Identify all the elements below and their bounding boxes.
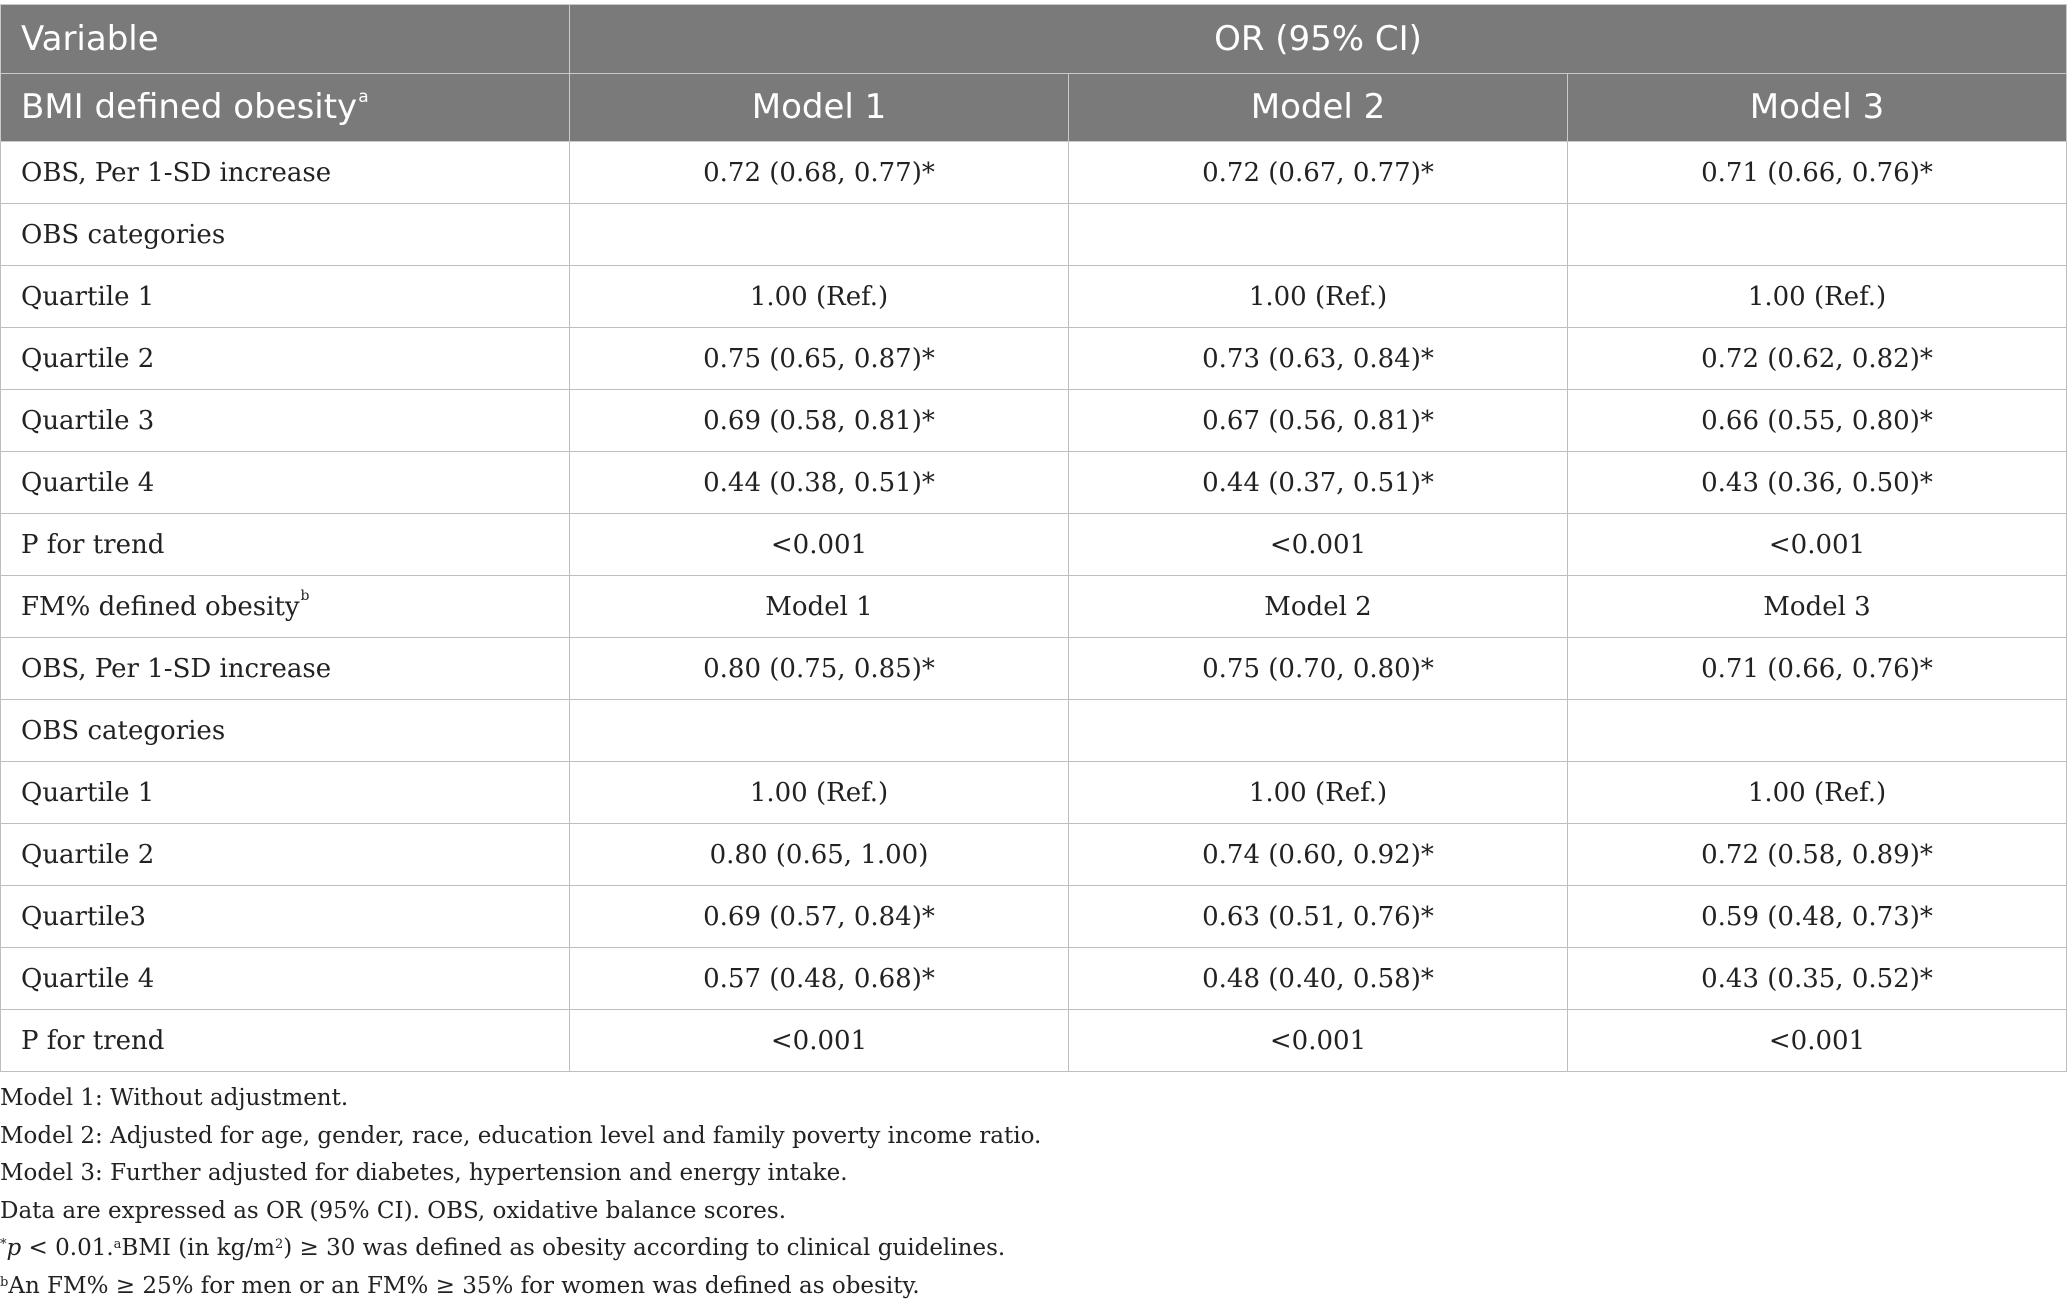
header-or-ci: OR (95% CI) (570, 5, 2067, 74)
model-3-cell: 1.00 (Ref.) (1568, 266, 2067, 328)
model-3-cell: 0.71 (0.66, 0.76)* (1568, 638, 2067, 700)
row-label (1, 824, 570, 886)
model-1-cell: <0.001 (570, 1010, 1069, 1072)
model-1-cell: 1.00 (Ref.) (570, 762, 1069, 824)
model-2-cell: <0.001 (1069, 1010, 1568, 1072)
table-row (1, 762, 2067, 824)
table-row (1, 824, 2067, 886)
footnote-significance (0, 1230, 2067, 1268)
header-bmi-obesity (1, 74, 570, 142)
row-label (1, 762, 570, 824)
table-row (1, 514, 2067, 576)
footnote-star: * (0, 1237, 7, 1252)
model-1-cell: 0.80 (0.65, 1.00) (570, 824, 1069, 886)
model-1-cell: <0.001 (570, 514, 1069, 576)
footnote-bmi-rest: ) ≥ 30 was defined as obesity according to clinical guidelines. (283, 1235, 1006, 1261)
row-label-text: Quartile3 (21, 901, 146, 932)
model-2-cell: 0.44 (0.37, 0.51)* (1069, 452, 1568, 514)
model-2-cell: 0.72 (0.67, 0.77)* (1069, 142, 1568, 204)
model-2-cell: 1.00 (Ref.) (1069, 266, 1568, 328)
row-label-text: Quartile 4 (21, 963, 155, 994)
row-label-text: Quartile 1 (21, 777, 155, 808)
row-label (1, 886, 570, 948)
results-table-container (0, 4, 2067, 1072)
row-label-text: P for trend (21, 529, 165, 560)
row-label-text: OBS, Per 1-SD increase (21, 653, 332, 684)
model-2-cell: 1.00 (Ref.) (1069, 762, 1568, 824)
model-1-cell: 1.00 (Ref.) (570, 266, 1069, 328)
header-row-2 (1, 74, 2067, 142)
footnote-fm-definition (0, 1268, 2067, 1306)
table-footnotes (0, 1080, 2067, 1305)
footnote-model-3: Model 3: Further adjusted for diabetes, hypertension and energy intake. (0, 1160, 848, 1186)
row-label-text: Quartile 4 (21, 467, 155, 498)
table-row (1, 576, 2067, 638)
row-label (1, 576, 570, 638)
model-2-cell (1069, 204, 1568, 266)
model-1-cell: 0.57 (0.48, 0.68)* (570, 948, 1069, 1010)
header-bmi-sup: a (358, 87, 369, 107)
model-3-cell: 0.43 (0.35, 0.52)* (1568, 948, 2067, 1010)
row-label-text: OBS categories (21, 219, 226, 250)
row-label (1, 390, 570, 452)
header-row-1 (1, 5, 2067, 74)
model-1-cell (570, 700, 1069, 762)
row-label (1, 638, 570, 700)
row-label (1, 328, 570, 390)
model-2-cell: 0.73 (0.63, 0.84)* (1069, 328, 1568, 390)
row-label (1, 1010, 570, 1072)
row-label (1, 266, 570, 328)
model-2-cell: 0.48 (0.40, 0.58)* (1069, 948, 1568, 1010)
row-label-text: Quartile 3 (21, 405, 155, 436)
row-label-sup: b (300, 587, 310, 604)
table-row (1, 638, 2067, 700)
table-row (1, 328, 2067, 390)
footnote-model-1: Model 1: Without adjustment. (0, 1085, 349, 1111)
model-2-cell: 0.74 (0.60, 0.92)* (1069, 824, 1568, 886)
table-row (1, 390, 2067, 452)
model-2-cell: 0.67 (0.56, 0.81)* (1069, 390, 1568, 452)
header-variable: Variable (1, 5, 570, 74)
footnote-sup-b: b (0, 1274, 9, 1290)
header-model-3: Model 3 (1568, 74, 2067, 142)
model-1-cell: 0.69 (0.57, 0.84)* (570, 886, 1069, 948)
header-bmi-label: BMI defined obesity (21, 87, 358, 127)
row-label (1, 514, 570, 576)
footnote-p-threshold: < 0.01. (21, 1235, 114, 1261)
table-row (1, 204, 2067, 266)
model-1-cell: Model 1 (570, 576, 1069, 638)
footnote-data-expression: Data are expressed as OR (95% CI). OBS, oxidative balance scores. (0, 1197, 787, 1224)
row-label-text: Quartile 2 (21, 839, 155, 870)
table-row (1, 886, 2067, 948)
table-row (1, 1010, 2067, 1072)
model-3-cell: Model 3 (1568, 576, 2067, 638)
header-model-2: Model 2 (1069, 74, 1568, 142)
model-3-cell: <0.001 (1568, 514, 2067, 576)
footnote-bmi-text: BMI (in kg/m (121, 1235, 275, 1261)
model-3-cell: 0.72 (0.62, 0.82)* (1568, 328, 2067, 390)
model-3-cell: 0.71 (0.66, 0.76)* (1568, 142, 2067, 204)
footnote-fm-text: An FM% ≥ 25% for men or an FM% ≥ 35% for women was defined as obesity. (8, 1272, 920, 1299)
model-1-cell: 0.44 (0.38, 0.51)* (570, 452, 1069, 514)
model-1-cell: 0.72 (0.68, 0.77)* (570, 142, 1069, 204)
footnote-sup-2: 2 (274, 1237, 284, 1252)
table-row (1, 700, 2067, 762)
header-model-1: Model 1 (570, 74, 1069, 142)
model-3-cell: 1.00 (Ref.) (1568, 762, 2067, 824)
model-3-cell: 0.66 (0.55, 0.80)* (1568, 390, 2067, 452)
table-body (1, 142, 2067, 1072)
table-row (1, 266, 2067, 328)
footnote-model-2: Model 2: Adjusted for age, gender, race, education level and family poverty income ratio. (0, 1122, 1042, 1149)
row-label (1, 700, 570, 762)
row-label-text: Quartile 2 (21, 343, 155, 374)
model-1-cell: 0.80 (0.75, 0.85)* (570, 638, 1069, 700)
model-3-cell (1568, 700, 2067, 762)
model-1-cell (570, 204, 1069, 266)
model-2-cell: <0.001 (1069, 514, 1568, 576)
model-1-cell: 0.69 (0.58, 0.81)* (570, 390, 1069, 452)
row-label-text: OBS categories (21, 715, 226, 746)
model-3-cell (1568, 204, 2067, 266)
model-3-cell: 0.59 (0.48, 0.73)* (1568, 886, 2067, 948)
table-row (1, 948, 2067, 1010)
row-label-text: P for trend (21, 1025, 165, 1056)
model-3-cell: 0.43 (0.36, 0.50)* (1568, 452, 2067, 514)
row-label (1, 142, 570, 204)
row-label-text: OBS, Per 1-SD increase (21, 157, 332, 188)
model-3-cell: 0.72 (0.58, 0.89)* (1568, 824, 2067, 886)
row-label (1, 204, 570, 266)
row-label-text: Quartile 1 (21, 281, 155, 312)
row-label-text: FM% defined obesity (21, 591, 300, 622)
model-2-cell: 0.75 (0.70, 0.80)* (1069, 638, 1568, 700)
table-row (1, 142, 2067, 204)
row-label (1, 452, 570, 514)
footnote-p-symbol: p (6, 1235, 22, 1261)
row-label (1, 948, 570, 1010)
odds-ratio-table (0, 4, 2067, 1072)
footnote-sup-a: a (113, 1237, 122, 1252)
model-2-cell (1069, 700, 1568, 762)
model-1-cell: 0.75 (0.65, 0.87)* (570, 328, 1069, 390)
model-3-cell: <0.001 (1568, 1010, 2067, 1072)
model-2-cell: 0.63 (0.51, 0.76)* (1069, 886, 1568, 948)
model-2-cell: Model 2 (1069, 576, 1568, 638)
table-row (1, 452, 2067, 514)
